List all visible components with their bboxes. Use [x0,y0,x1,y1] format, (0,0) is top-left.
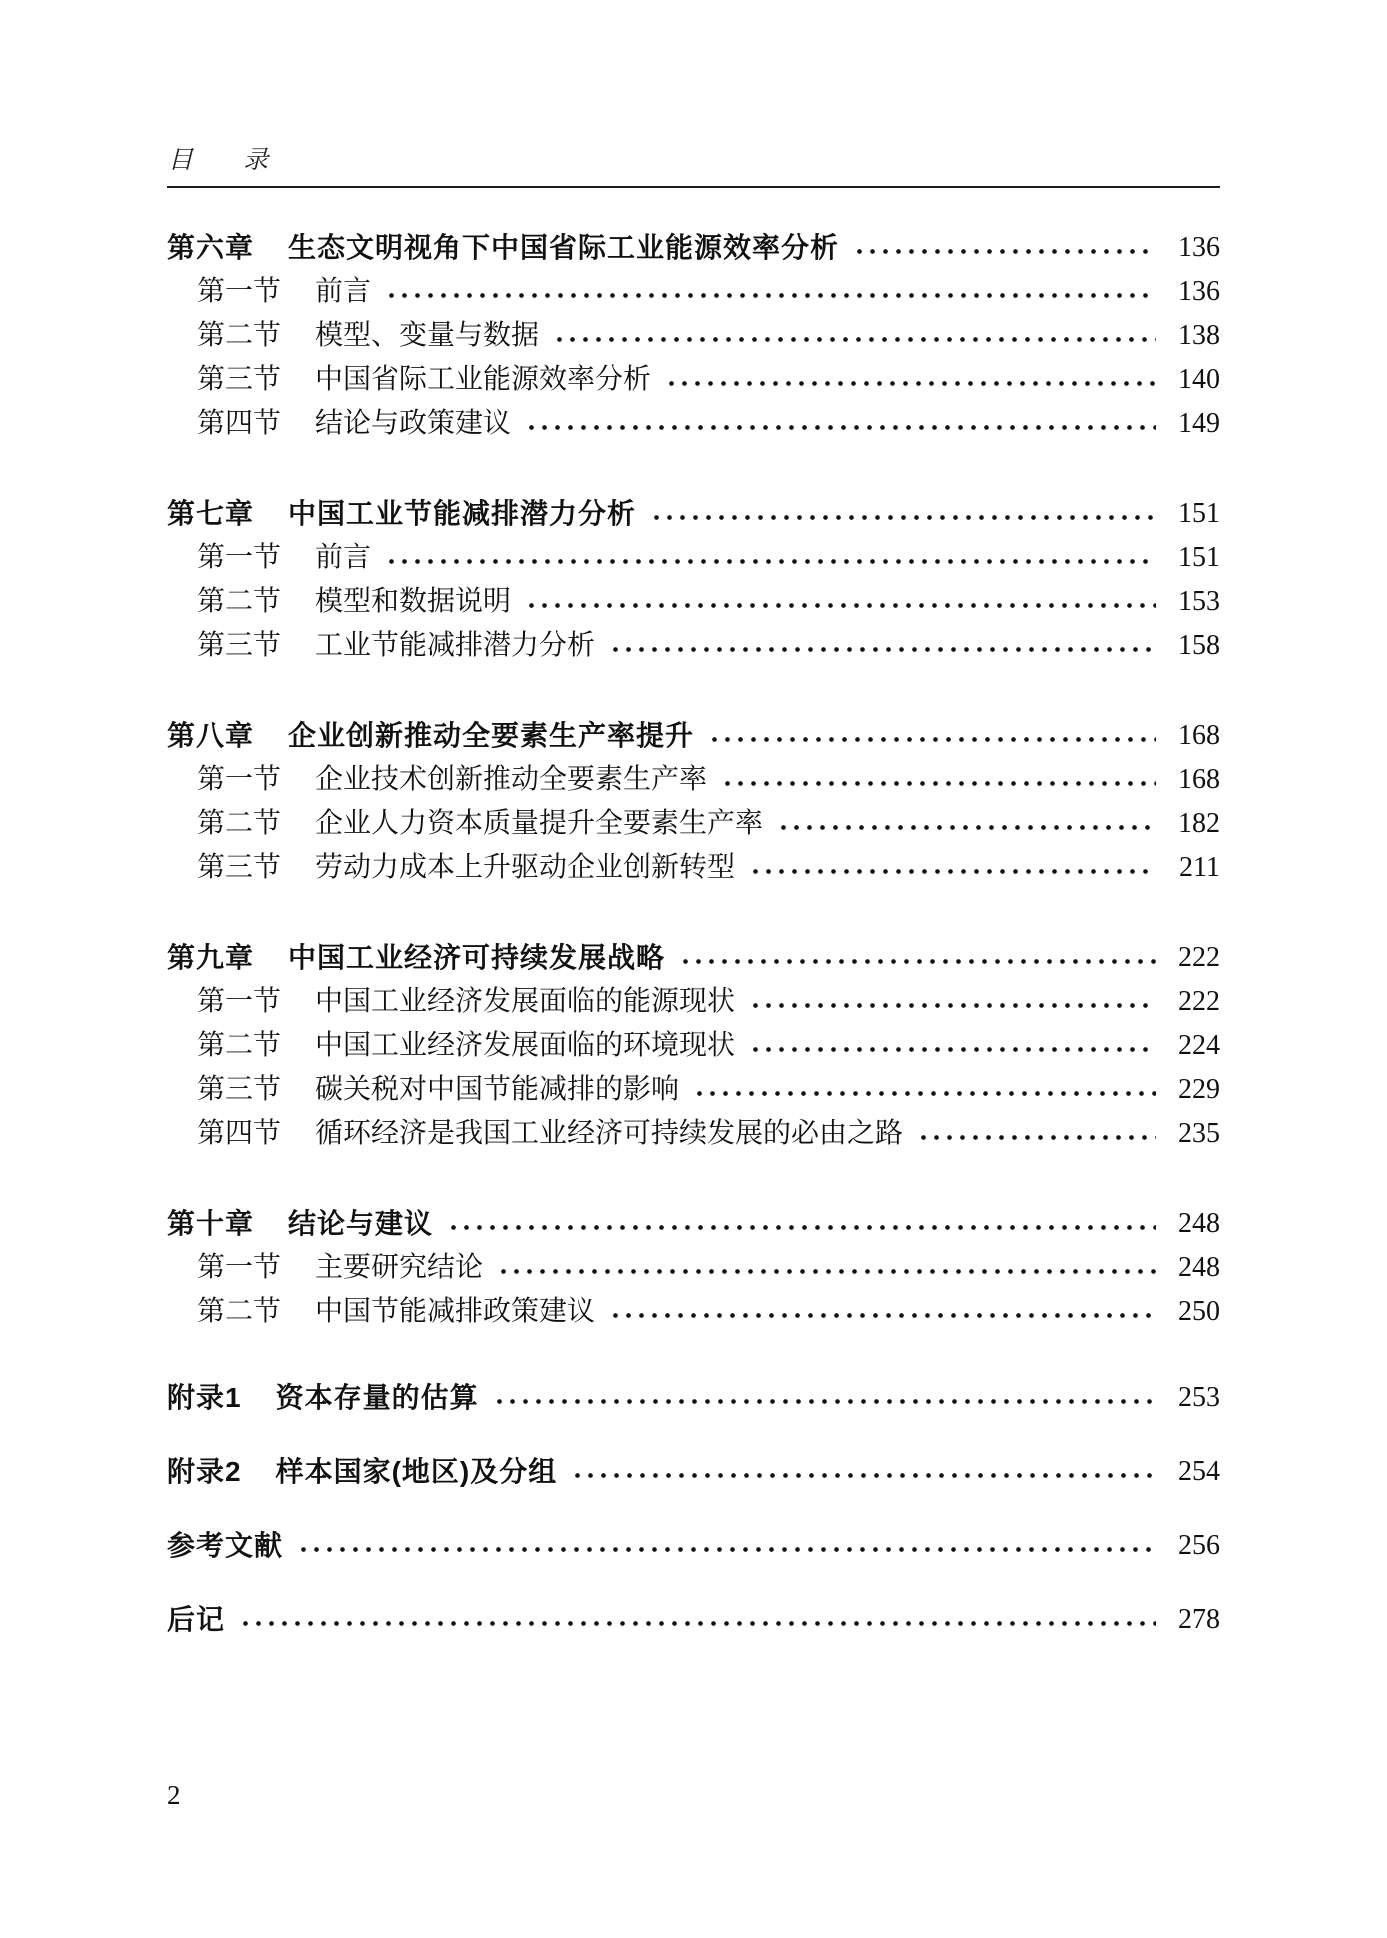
chapter-number: 第八章 [167,720,255,751]
page-number: 235 [1178,1118,1220,1149]
toc-section-entry [167,1290,1220,1334]
dot-leader [851,226,1156,270]
dot-leader [383,536,1156,580]
dot-leader [706,714,1156,758]
toc-section-entry [167,270,1220,314]
dot-leader [491,1376,1156,1420]
toc-chapter-block [167,226,1220,446]
toc-references-entry [167,1524,1220,1568]
section-title: 前言 [315,276,372,307]
page-number: 250 [1178,1296,1220,1327]
page-number: 222 [1178,942,1220,973]
chapter-title: 结论与建议 [288,1208,434,1239]
toc-section-entry [167,1246,1220,1290]
section-title: 中国省际工业能源效率分析 [315,364,652,395]
page-number: 151 [1178,498,1220,529]
section-title: 中国工业经济发展面临的能源现状 [315,986,736,1017]
section-title: 模型、变量与数据 [315,320,540,351]
section-number: 第二节 [197,1030,282,1061]
dot-leader [747,846,1156,890]
chapter-title: 中国工业经济可持续发展战略 [288,942,666,973]
dot-leader [747,1024,1156,1068]
page-number: 211 [1179,852,1220,883]
toc-section-entry [167,402,1220,446]
dot-leader [607,624,1156,668]
toc-chapter-block [167,936,1220,1156]
section-number: 第四节 [197,408,282,439]
toc-appendix2-entry [167,1450,1220,1494]
page-number: 182 [1178,808,1220,839]
toc-chapter-block [167,714,1220,890]
toc-section-entry [167,580,1220,624]
dot-leader [495,1246,1156,1290]
page-number: 151 [1178,542,1220,573]
toc-list [167,226,1220,1642]
page-number: 138 [1178,320,1220,351]
toc-appendix1-entry [167,1376,1220,1420]
dot-leader [663,358,1156,402]
toc-section-entry [167,802,1220,846]
toc-section-entry [167,314,1220,358]
section-title: 企业技术创新推动全要素生产率 [315,764,708,795]
toc-chapter-entry [167,226,1220,270]
dot-leader [523,580,1156,624]
toc-section-entry [167,1068,1220,1112]
page-number: 224 [1178,1030,1220,1061]
toc-section-entry [167,1112,1220,1156]
page-number: 248 [1178,1208,1220,1239]
dot-leader [719,758,1156,802]
section-number: 第二节 [197,586,282,617]
section-number: 第一节 [197,764,282,795]
toc-section-entry [167,758,1220,802]
section-title: 企业人力资本质量提升全要素生产率 [315,808,764,839]
section-number: 第二节 [197,320,282,351]
page-number: 248 [1178,1252,1220,1283]
chapter-title: 中国工业节能减排潜力分析 [288,498,637,529]
section-title: 碳关税对中国节能减排的影响 [315,1074,680,1105]
dot-leader [607,1290,1156,1334]
references-label: 参考文献 [167,1530,284,1561]
appendix-label: 附录1 [167,1382,242,1413]
appendix-title: 资本存量的估算 [275,1382,479,1413]
section-number: 第二节 [197,1296,282,1327]
page-title: 目 录 [168,147,269,174]
section-title: 结论与政策建议 [315,408,512,439]
section-number: 第三节 [197,364,282,395]
dot-leader [551,314,1156,358]
dot-leader [295,1524,1156,1568]
toc-section-entry [167,358,1220,402]
toc-section-entry [167,846,1220,890]
footer-page-number: 2 [167,1780,181,1810]
toc-chapter-block [167,492,1220,668]
section-title: 循环经济是我国工业经济可持续发展的必由之路 [315,1118,904,1149]
section-number: 第三节 [197,1074,282,1105]
dot-leader [915,1112,1156,1156]
toc-section-entry [167,536,1220,580]
section-title: 前言 [315,542,372,573]
page-number: 149 [1178,408,1220,439]
toc-chapter-entry [167,1202,1220,1246]
section-number: 第一节 [197,1252,282,1283]
section-number: 第三节 [197,852,282,883]
appendix-title: 样本国家(地区)及分组 [275,1456,558,1487]
chapter-number: 第六章 [167,232,255,263]
section-title: 主要研究结论 [315,1252,484,1283]
dot-leader [677,936,1156,980]
page-number: 278 [1178,1604,1220,1635]
dot-leader [383,270,1156,314]
page-number: 153 [1178,586,1220,617]
toc-section-entry [167,1024,1220,1068]
page-number: 168 [1178,720,1220,751]
header-rule [167,186,1220,188]
dot-leader [747,980,1156,1024]
section-title: 工业节能减排潜力分析 [315,630,596,661]
section-title: 中国节能减排政策建议 [315,1296,596,1327]
toc-chapter-entry [167,492,1220,536]
dot-leader [775,802,1156,846]
page-number: 140 [1178,364,1220,395]
appendix-label: 附录2 [167,1456,242,1487]
section-number: 第一节 [197,276,282,307]
dot-leader [648,492,1156,536]
page-number: 256 [1178,1530,1220,1561]
section-number: 第四节 [197,1118,282,1149]
chapter-title: 企业创新推动全要素生产率提升 [288,720,695,751]
dot-leader [569,1450,1156,1494]
page-number: 229 [1178,1074,1220,1105]
chapter-number: 第九章 [167,942,255,973]
page-number: 168 [1178,764,1220,795]
chapter-number: 第十章 [167,1208,255,1239]
page-number: 136 [1178,232,1220,263]
section-number: 第一节 [197,986,282,1017]
toc-chapter-entry [167,936,1220,980]
dot-leader [445,1202,1156,1246]
toc-section-entry [167,980,1220,1024]
chapter-title: 生态文明视角下中国省际工业能源效率分析 [288,232,840,263]
section-number: 第二节 [197,808,282,839]
dot-leader [237,1598,1156,1642]
page-number: 254 [1178,1456,1220,1487]
toc-section-entry [167,624,1220,668]
section-number: 第三节 [197,630,282,661]
page-number: 158 [1178,630,1220,661]
postscript-label: 后记 [167,1604,226,1635]
toc-chapter-entry [167,714,1220,758]
toc-chapter-block [167,1202,1220,1334]
page-number: 136 [1178,276,1220,307]
section-title: 模型和数据说明 [315,586,512,617]
dot-leader [523,402,1156,446]
toc-postscript-entry [167,1598,1220,1642]
page-number: 222 [1178,986,1220,1017]
page-number: 253 [1178,1382,1220,1413]
chapter-number: 第七章 [167,498,255,529]
section-number: 第一节 [197,542,282,573]
dot-leader [691,1068,1156,1112]
section-title: 中国工业经济发展面临的环境现状 [315,1030,736,1061]
section-title: 劳动力成本上升驱动企业创新转型 [315,852,736,883]
